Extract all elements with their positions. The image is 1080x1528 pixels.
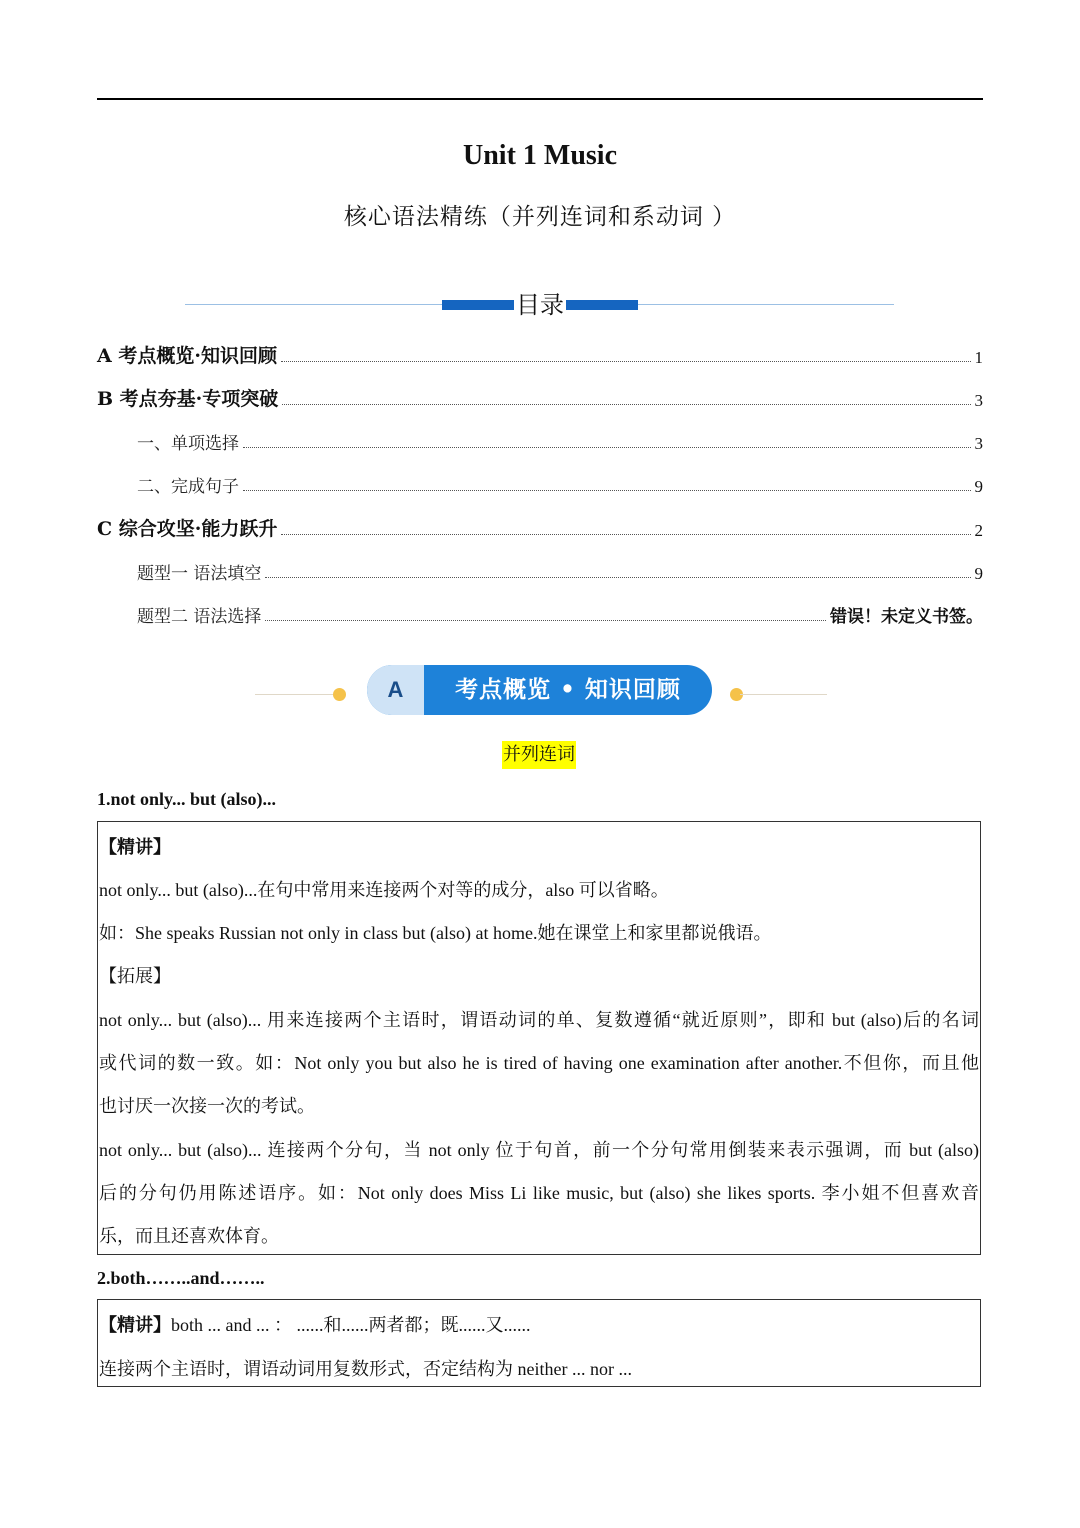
box-line: not only... but (also)... 连接两个分句，当 not only 位于句首，前一个分句常用倒装来表示强调，而 but (also) (99, 1140, 979, 1160)
toc-entry-page-error: 错误！未定义书签。 (830, 607, 983, 627)
toc-leader-dots (281, 534, 970, 535)
banner-title: 考点概览 • 知识回顾 (455, 676, 681, 703)
toc-heading-label: 目录 (516, 291, 564, 319)
toc-entry-b1[interactable] (97, 424, 983, 454)
banner-line-right (740, 694, 827, 695)
toc-heading-bar-right (566, 300, 638, 310)
highlighted-topic: 并列连词 (502, 741, 576, 769)
toc-entry-page: 9 (974, 477, 983, 496)
banner-dot-left (333, 688, 346, 701)
toc-leader-dots (265, 577, 970, 578)
toc-entry-b[interactable] (97, 381, 983, 411)
banner-letter: A (367, 665, 424, 715)
explanation-box-not-only (97, 821, 981, 1255)
box-tag-explain: 【精讲】 (99, 1315, 171, 1336)
toc-leader-dots (281, 361, 971, 362)
box-line: 或代词的数一致。如：Not only you but also he is tired of having one examination after another.不但你，而且他 (99, 1053, 979, 1073)
toc-heading-bar-left (442, 300, 514, 310)
toc-entry-c2[interactable] (97, 597, 983, 627)
explanation-box-both-and (97, 1299, 981, 1387)
toc-entry-label: 题型二 语法选择 (137, 607, 262, 627)
box-line: 后的分句仍用陈述语序。如：Not only does Miss Li like music, but (also) she likes sports. 李小姐不但喜欢音 (99, 1183, 979, 1203)
banner-pill (367, 665, 712, 715)
box-line: 乐，而且还喜欢体育。 (99, 1226, 279, 1246)
box-line: not only... but (also)...在句中常用来连接两个对等的成分，also 可以省略。 (99, 880, 669, 900)
toc-entry-label: B 考点夯基·专项突破 (97, 388, 279, 410)
box-tag-extend: 【拓展】 (99, 966, 171, 986)
toc-entry-label: C 综合攻坚·能力跃升 (97, 518, 278, 540)
box-line: not only... but (also)... 用来连接两个主语时，谓语动词的单、复数遵循“就近原则”，即和 but (also)后的名词 (99, 1010, 979, 1030)
box-tag-explain: 【精讲】 (99, 837, 171, 858)
toc-entry-page: 3 (974, 391, 983, 410)
toc-entry-c1[interactable] (97, 554, 983, 584)
toc-entry-page: 9 (974, 564, 983, 583)
box-line-text: both ... and ... ： ......和......两者都；既......又...... (171, 1315, 531, 1335)
document-title: Unit 1 Music (463, 140, 617, 171)
toc-entry-c[interactable] (97, 511, 983, 541)
box-line (99, 1311, 979, 1337)
toc-heading (0, 283, 1080, 323)
toc-leader-dots (243, 447, 971, 448)
header-rule (97, 98, 983, 100)
section-heading-both-and: 2.both……..and…….. (97, 1268, 265, 1288)
toc-heading-line-left (185, 304, 442, 305)
banner-line-left (255, 694, 337, 695)
section-heading-not-only: 1.not only... but (also)... (97, 789, 277, 809)
toc-heading-line-right (638, 304, 894, 305)
toc-entry-label: 二、完成句子 (137, 477, 239, 497)
box-line: 如：She speaks Russian not only in class but (also) at home.她在课堂上和家里都说俄语。 (99, 923, 772, 943)
box-line: 连接两个主语时，谓语动词用复数形式，否定结构为 neither ... nor ... (99, 1359, 632, 1379)
toc-entry-page: 3 (974, 434, 983, 453)
document-subtitle: 核心语法精练（并列连词和系动词 ） (343, 204, 737, 230)
toc-leader-dots (243, 490, 971, 491)
toc-entry-label: A 考点概览·知识回顾 (97, 345, 277, 367)
section-banner (255, 663, 827, 717)
toc-entry-b2[interactable] (97, 467, 983, 497)
toc-leader-dots (265, 620, 826, 621)
box-line: 也讨厌一次接一次的考试。 (99, 1096, 315, 1116)
toc-leader-dots (282, 404, 970, 405)
toc-entry-label: 题型一 语法填空 (137, 564, 262, 584)
toc-entry-a[interactable] (97, 338, 983, 368)
toc-entry-label: 一、单项选择 (137, 434, 239, 454)
toc-entry-page: 1 (974, 348, 983, 367)
toc-entry-page: 2 (974, 521, 983, 540)
